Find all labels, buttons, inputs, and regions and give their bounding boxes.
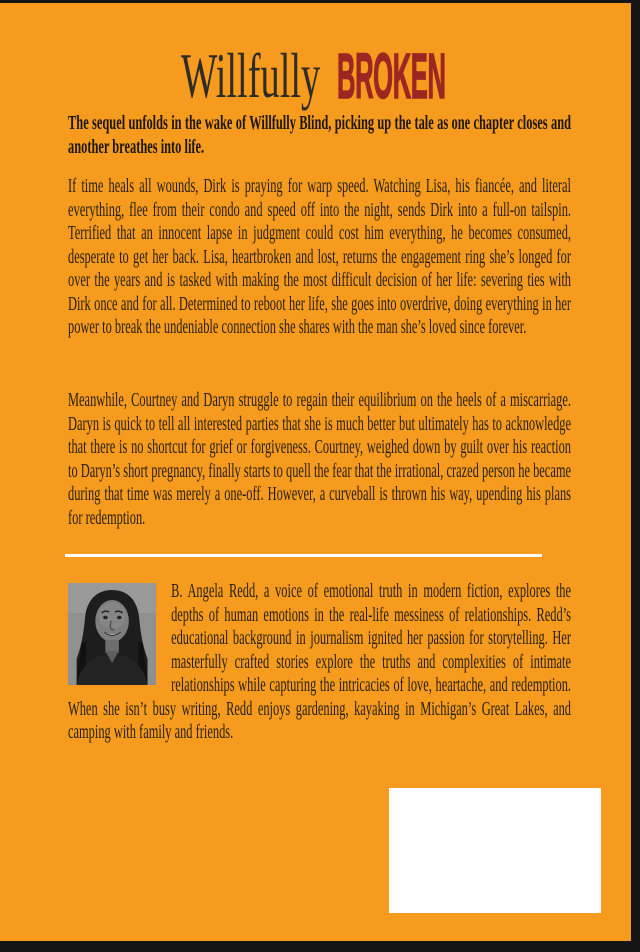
divider-rule bbox=[65, 554, 542, 557]
book-back-cover bbox=[0, 3, 631, 941]
author-bio-section bbox=[68, 580, 571, 745]
synopsis-paragraph-1: If time heals all wounds, Dirk is praying for warp speed. Watching Lisa, his fiancée, and literal everything, flee from their condo and speed off into the night, sends Dirk into a full-on tailspin. Terrified that an innocent lapse in judgment could cost him everything, he becomes consumed, desperate to get her back. Lisa, heartbroken and lost, returns the engagement ring she’s longed for over the years and is tasked with making the most difficult decision of her life: severing ties with Dirk once and for all. Determined to reboot her life, she goes into overdrive, doing everything in her power to break the undeniable connection she shares with the man she’s loved since forever. bbox=[68, 175, 572, 338]
author-photo bbox=[68, 583, 156, 685]
synopsis-section-1 bbox=[68, 175, 571, 340]
tagline: The sequel unfolds in the wake of Willfully Blind, picking up the tale as one chapter closes and another breathes into life. bbox=[68, 112, 572, 158]
book-title bbox=[0, 40, 631, 116]
barcode-placeholder bbox=[389, 788, 601, 913]
synopsis-section-2 bbox=[68, 389, 571, 530]
title-word-broken: BROKEN bbox=[336, 40, 446, 112]
author-bio-text: B. Angela Redd, a voice of emotional truth in modern fiction, explores the depths of human emotions in the real-life messiness of relationships. Redd’s educational background in journalism ignited her passion for storytelling. Her masterfully crafted stories explore the truths and complexities of intimate relationships while capturing the intricacies of love, heartache, and redemption. When she isn’t busy writing, Redd enjoys gardening, kayaking in Michigan’s Great Lakes, and camping with family and friends. bbox=[68, 580, 572, 743]
title-word-willfully: Willfully bbox=[180, 40, 320, 111]
tagline-section bbox=[68, 112, 571, 159]
synopsis-paragraph-2: Meanwhile, Courtney and Daryn struggle to regain their equilibrium on the heels of a miscarriage. Daryn is quick to tell all interested parties that she is much better but ultimately has to acknowledge that there is no shortcut for grief or forgiveness. Courtney, weighed down by guilt over his reaction to Daryn’s short pregnancy, finally starts to quell the fear that the irrational, crazed person he became during that time was merely a one-off. However, a curveball is thrown his way, upending his plans for redemption. bbox=[68, 389, 572, 529]
